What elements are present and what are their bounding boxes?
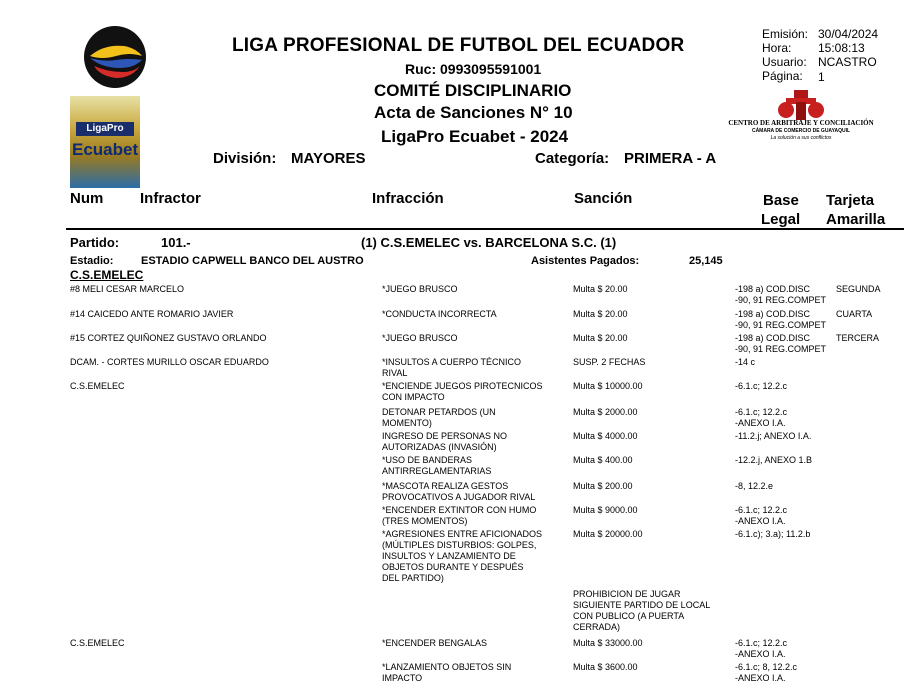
row-sancion: Multa $ 400.00 bbox=[573, 455, 633, 465]
asistentes-label: Asistentes Pagados: bbox=[531, 255, 640, 267]
estadio-value: ESTADIO CAPWELL BANCO DEL AUSTRO bbox=[141, 255, 364, 267]
row-infraccion: *ENCENDER BENGALAS bbox=[382, 638, 488, 648]
row-sancion: Multa $ 20.00 bbox=[573, 284, 628, 294]
acta-title: Acta de Sanciones N° 10 bbox=[374, 103, 573, 122]
row-infractor: #15 CORTEZ QUIÑONEZ GUSTAVO ORLANDO bbox=[70, 333, 267, 343]
row-sancion: Multa $ 200.00 bbox=[573, 481, 633, 491]
row-tarjeta: TERCERA bbox=[836, 333, 880, 343]
row-infraccion: *ENCENDER EXTINTOR CON HUMO (TRES MOMENTOS) bbox=[382, 505, 537, 526]
usuario-label: Usuario: bbox=[762, 55, 807, 69]
emision-value: 30/04/2024 bbox=[818, 27, 879, 41]
row-sancion: Multa $ 4000.00 bbox=[573, 431, 638, 441]
ruc-line: Ruc: 0993095591001 bbox=[405, 61, 542, 77]
row-sancion: SUSP. 2 FECHAS bbox=[573, 357, 646, 367]
pagina-value: 1 bbox=[818, 70, 825, 84]
league-title: LigaPro Ecuabet - 2024 bbox=[381, 127, 569, 146]
category-label: Categoría: bbox=[535, 150, 610, 167]
hora-value: 15:08:13 bbox=[818, 41, 865, 55]
row-base-legal: -11.2.j; ANEXO I.A. bbox=[735, 431, 812, 441]
partido-label: Partido: bbox=[70, 235, 120, 250]
partido-value: 101.- bbox=[161, 235, 191, 250]
row-sancion: Multa $ 9000.00 bbox=[573, 505, 638, 515]
row-base-legal: -198 a) COD.DISC -90, 91 REG.COMPET bbox=[735, 333, 827, 354]
row-base-legal: -8, 12.2.e bbox=[735, 481, 774, 491]
asistentes-value: 25,145 bbox=[689, 255, 723, 267]
row-base-legal: -6.1.c; 12.2.c -ANEXO I.A. bbox=[735, 505, 788, 526]
match-teams: (1) C.S.EMELEC vs. BARCELONA S.C. (1) bbox=[361, 235, 617, 250]
pagina-label: Página: bbox=[762, 69, 803, 83]
cac-title: CENTRO DE ARBITRAJE Y CONCILIACIÓN bbox=[728, 119, 874, 127]
cac-tagline: La solución a sus conflictos bbox=[770, 135, 832, 141]
row-sancion: Multa $ 20.00 bbox=[573, 309, 628, 319]
row-base-legal: -198 a) COD.DISC -90, 91 REG.COMPET bbox=[735, 309, 827, 330]
row-base-legal: -6.1.c; 12.2.c -ANEXO I.A. bbox=[735, 407, 788, 428]
row-infractor: DCAM. - CORTES MURILLO OSCAR EDUARDO bbox=[70, 357, 269, 367]
row-sancion: Multa $ 10000.00 bbox=[573, 381, 643, 391]
row-tarjeta: CUARTA bbox=[836, 309, 873, 319]
category-value: PRIMERA - A bbox=[624, 150, 717, 167]
row-base-legal: -6.1.c; 12.2.c bbox=[735, 381, 788, 391]
row-infraccion: *INSULTOS A CUERPO TÉCNICO RIVAL bbox=[382, 357, 522, 378]
ligapro-ecuabet-logo bbox=[70, 96, 140, 188]
row-base-legal: -198 a) COD.DISC -90, 91 REG.COMPET bbox=[735, 284, 827, 305]
row-infraccion: INGRESO DE PERSONAS NO AUTORIZADAS (INVASIÓN) bbox=[382, 431, 508, 452]
row-sancion: Multa $ 20.00 bbox=[573, 333, 628, 343]
row-sancion: Multa $ 20000.00 bbox=[573, 529, 643, 539]
col-base-2: Legal bbox=[761, 211, 801, 228]
team-section-title: C.S.EMELEC bbox=[70, 268, 144, 282]
header-divider bbox=[66, 228, 904, 230]
row-infraccion: *MASCOTA REALIZA GESTOS PROVOCATIVOS A JUGADOR RIVAL bbox=[382, 481, 536, 502]
cac-subtitle: CÁMARA DE COMERCIO DE GUAYAQUIL bbox=[751, 128, 851, 134]
col-tarjeta-2: Amarilla bbox=[826, 211, 886, 228]
col-tarjeta-1: Tarjeta bbox=[826, 192, 875, 209]
row-infractor: C.S.EMELEC bbox=[70, 381, 125, 391]
usuario-value: NCASTRO bbox=[818, 55, 877, 69]
col-infraccion: Infracción bbox=[372, 190, 444, 207]
row-infraccion: *LANZAMIENTO OBJETOS SIN IMPACTO bbox=[382, 662, 512, 683]
row-infraccion: DETONAR PETARDOS (UN MOMENTO) bbox=[382, 407, 496, 428]
col-infractor: Infractor bbox=[140, 190, 201, 207]
col-sancion: Sanción bbox=[574, 190, 633, 207]
row-sancion: Multa $ 2000.00 bbox=[573, 407, 638, 417]
emision-label: Emisión: bbox=[762, 27, 809, 41]
division-value: MAYORES bbox=[291, 150, 366, 167]
hora-label: Hora: bbox=[762, 41, 792, 55]
row-infraccion: *CONDUCTA INCORRECTA bbox=[382, 309, 497, 319]
row-infraccion: *ENCIENDE JUEGOS PIROTECNICOS CON IMPACTO bbox=[382, 381, 543, 402]
ligapro-ball-logo bbox=[84, 26, 146, 88]
logo-ecuabet-text: Ecuabet bbox=[72, 140, 139, 159]
row-sancion: Multa $ 3600.00 bbox=[573, 662, 638, 672]
col-base-1: Base bbox=[763, 192, 799, 209]
row-infraccion: *JUEGO BRUSCO bbox=[382, 333, 458, 343]
row-base-legal: -14 c bbox=[735, 357, 756, 367]
scales-icon bbox=[716, 88, 886, 122]
row-base-legal: -6.1.c; 8, 12.2.c -ANEXO I.A. bbox=[735, 662, 798, 683]
division-label: División: bbox=[213, 150, 277, 167]
row-infraccion: *USO DE BANDERAS ANTIRREGLAMENTARIAS bbox=[382, 455, 492, 476]
row-infractor: C.S.EMELEC bbox=[70, 638, 125, 648]
row-infractor: #8 MELI CESAR MARCELO bbox=[70, 284, 185, 294]
row-base-legal: -12.2.j, ANEXO 1.B bbox=[735, 455, 813, 465]
document-title: LIGA PROFESIONAL DE FUTBOL DEL ECUADOR bbox=[232, 35, 685, 56]
row-infraccion: *JUEGO BRUSCO bbox=[382, 284, 458, 294]
row-tarjeta: SEGUNDA bbox=[836, 284, 881, 294]
cac-logo bbox=[716, 88, 886, 148]
row-infractor: #14 CAICEDO ANTE ROMARIO JAVIER bbox=[70, 309, 234, 319]
estadio-label: Estadio: bbox=[70, 255, 114, 267]
row-base-legal: -6.1.c; 12.2.c -ANEXO I.A. bbox=[735, 638, 788, 659]
logo-ligapro-text: LigaPro bbox=[76, 122, 134, 136]
row-base-legal: -6.1.c); 3.a); 11.2.b bbox=[735, 529, 811, 539]
row-sancion: PROHIBICION DE JUGAR SIGUIENTE PARTIDO DE LOCAL CON PUBLICO (A PUERTA CERRADA) bbox=[573, 589, 711, 632]
row-infraccion: *AGRESIONES ENTRE AFICIONADOS (MÚLTIPLES DISTURBIOS: GOLPES, INSULTOS Y LANZAMIENTO DE OBJETOS DURANTE Y DESPUÉS DEL PARTIDO) bbox=[382, 529, 543, 583]
row-sancion: Multa $ 33000.00 bbox=[573, 638, 643, 648]
committee-title: COMITÉ DISCIPLINARIO bbox=[374, 81, 572, 100]
col-num: Num bbox=[70, 190, 104, 207]
